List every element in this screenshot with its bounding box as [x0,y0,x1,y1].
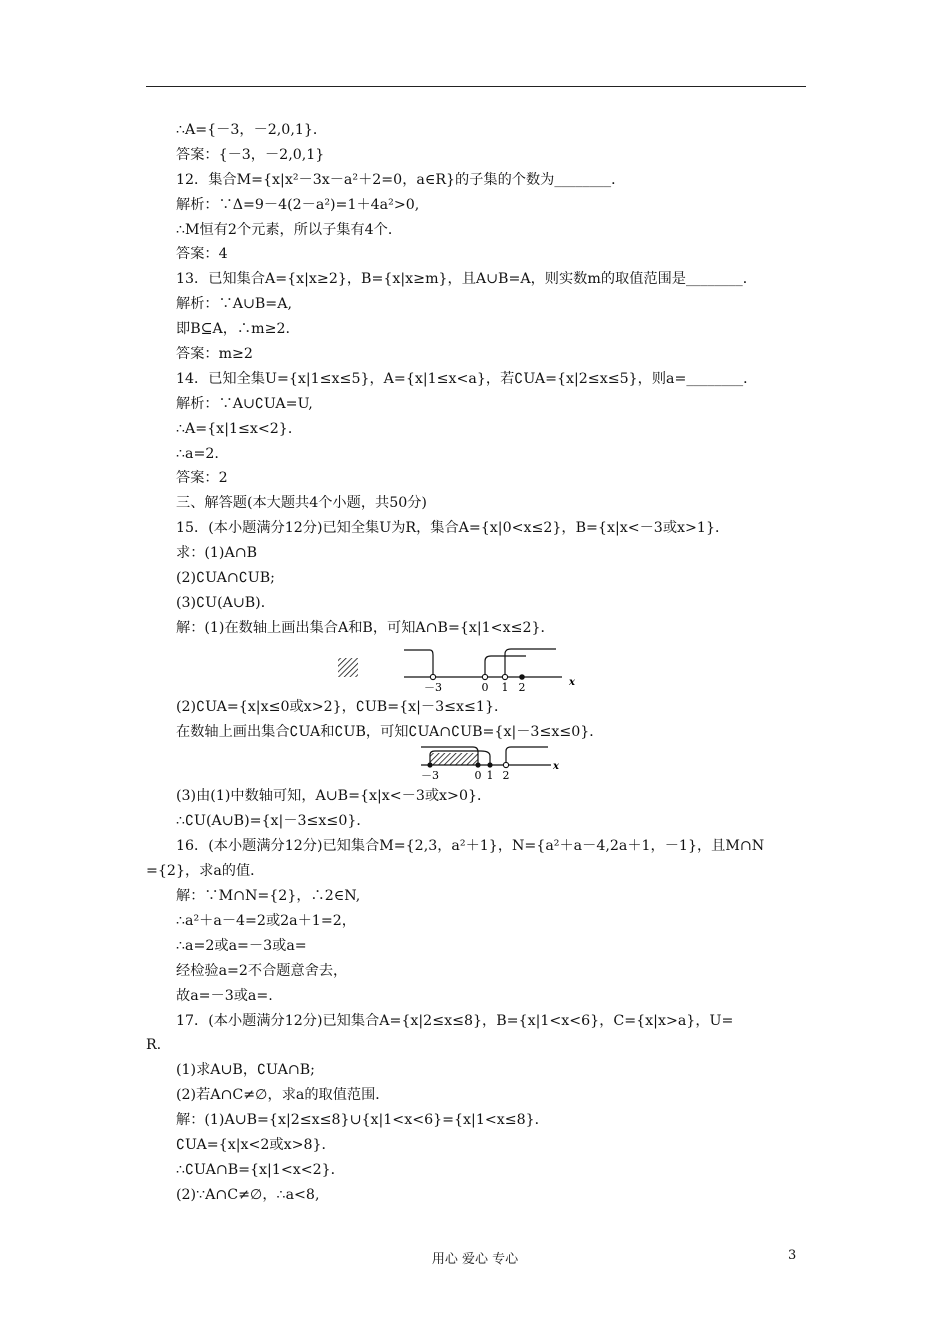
text-line: 13．已知集合A={x|x≥2}，B={x|x≥m}，且A∪B=A，则实数m的取值范围是________． [176,271,757,288]
closed-point-0 [475,763,480,768]
text-line: 15．(本小题满分12分)已知全集U为R，集合A={x|0<x≤2}，B={x|x<－3或x>1}． [176,520,730,537]
number-line-figure-2 [176,744,816,784]
number-line-1-svg [176,641,596,695]
text-line: ∁UA={x|x<2或x>8}． [176,1136,336,1153]
text-line: (2)若A∩C≠∅，求a的取值范围． [176,1087,390,1104]
text-line: ∴A={－3，－2,0,1}． [176,122,328,138]
tick-label: 0 [474,769,482,783]
tick-label: －3 [424,680,442,694]
text-line: 答案：{－3，－2,0,1} [176,146,325,163]
text-line: (2)∁UA∩∁UB; [176,570,275,587]
text-line: 解析：∵A∪B=A, [176,296,292,313]
text-line: 17．(本小题满分12分)已知集合A={x|2≤x≤8}，B={x|1<x<6}，C={x|x>a}，U= [176,1012,734,1029]
text-line: ∴a=2. [176,445,219,462]
text-line: 14．已知全集U={x|1≤x≤5}，A={x|1≤x<a}，若∁UA={x|2≤x≤5}，则a=________． [176,370,758,387]
text-line: ∴a=2或a=－3或a= [176,937,307,954]
closed-point-neg3 [427,763,432,768]
text-line: (1)求A∪B，∁UA∩B; [176,1062,315,1079]
tick-label: 1 [486,769,494,783]
header-rule [146,86,806,87]
text-line: 16．(本小题满分12分)已知集合M={2,3，a²＋1}，N={a²＋a－4,2a＋1，－1}，且M∩N [176,838,765,855]
open-point-0 [482,674,487,679]
text-line: 经检验a=2不合题意舍去， [176,962,348,979]
text-line: (2)∁UA={x|x≤0或x>2}，∁UB={x|－3≤x≤1}． [176,698,509,715]
section-heading: 三、解答题(本大题共4个小题，共50分) [176,495,427,512]
closed-point-2 [519,674,525,680]
open-point-2 [503,763,508,768]
tick-label: －3 [421,769,439,783]
complement-a-right-bracket [506,747,548,763]
text-line: 答案：m≥2 [176,346,253,363]
closed-point-1 [487,763,492,768]
set-b-right-bracket [505,649,556,674]
text-line: (2)∵A∩C≠∅，∴a<8, [176,1186,320,1203]
tick-label: 2 [518,680,526,694]
footer-motto: 用心 爱心 专心 [431,1252,519,1267]
text-line: 解析：∵A∪∁UA=U, [176,395,313,412]
number-line-2-svg [176,744,596,784]
text-line: (3)∁U(A∪B)． [176,594,275,611]
document-body [146,118,816,1208]
text-line: R. [146,1037,162,1054]
set-b-left-bracket [404,650,433,674]
text-line: 即B⊆A，∴m≥2. [176,321,290,338]
tick-label: 2 [502,769,510,783]
page-number: 3 [788,1248,797,1263]
tick-label: 0 [481,680,489,694]
text-line: 求：(1)A∩B [176,545,258,562]
text-line: 12．集合M={x|x²－3x－a²＋2=0，a∈R}的子集的个数为________． [176,171,626,188]
text-line: ∴∁U(A∪B)={x|－3≤x≤0}． [176,813,371,830]
tick-label: 1 [501,680,509,694]
axis-label: x [553,761,559,773]
open-point-1 [502,674,507,679]
text-line: ={2}，求a的值． [146,863,265,880]
intersection-shading [338,658,358,677]
text-line: 解析：∵Δ=9－4(2－a²)=1＋4a²>0, [176,196,420,213]
text-line: 答案：4 [176,246,228,263]
text-line: 解：(1)A∪B={x|2≤x≤8}∪{x|1<x<6}={x|1<x≤8}． [176,1112,549,1129]
text-line: (3)由(1)中数轴可知，A∪B={x|x<－3或x>0}． [176,788,492,805]
intersection-shading [430,753,478,765]
text-line: 答案：2 [176,470,228,487]
text-line: 在数轴上画出集合∁UA和∁UB，可知∁UA∩∁UB={x|－3≤x≤0}． [176,723,604,740]
text-line: ∴∁UA∩B={x|1<x<2}． [176,1161,345,1178]
number-line-figure-1 [176,641,816,695]
text-line: 解：(1)在数轴上画出集合A和B，可知A∩B={x|1<x≤2}． [176,619,555,636]
open-point-neg3 [430,674,435,679]
axis-label: x [569,676,575,688]
text-line: ∴a²＋a－4=2或2a＋1=2， [176,912,356,929]
text-line: 解：∵M∩N={2}，∴2∈N, [176,888,361,905]
text-line: 故a=－3或a=. [176,987,273,1004]
text-line: ∴A={x|1≤x<2}． [176,420,303,437]
text-line: ∴M恒有2个元素，所以子集有4个． [176,221,403,238]
